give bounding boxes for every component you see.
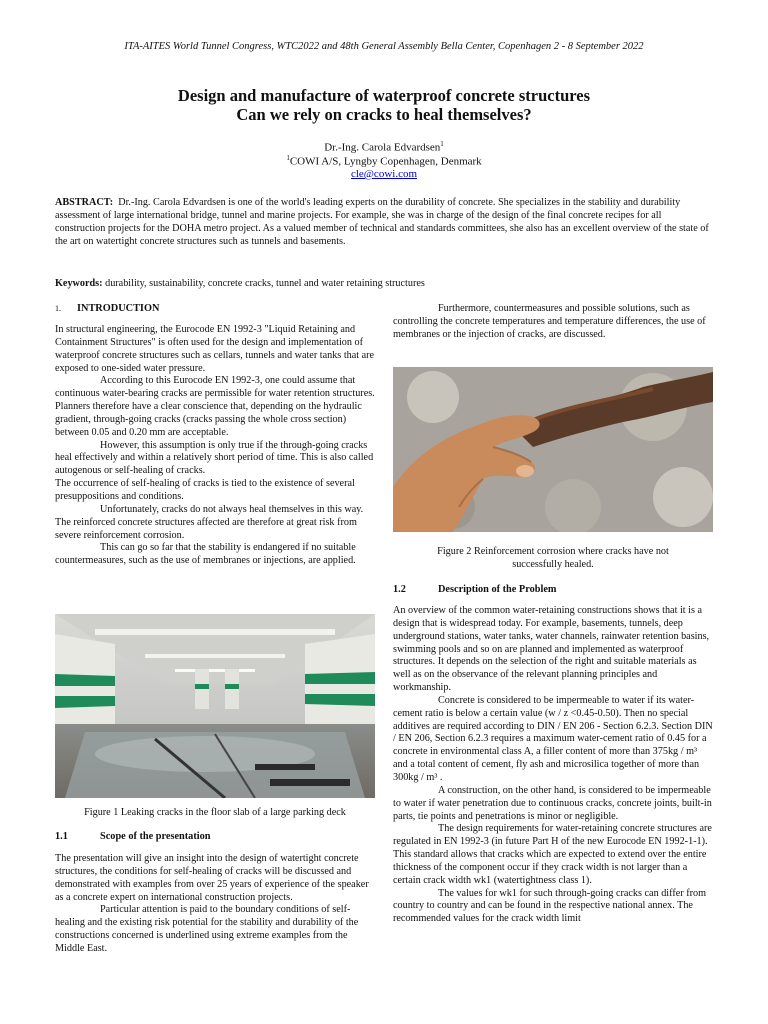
section-1-number: 1. <box>55 304 61 313</box>
figure-1-caption: Figure 1 Leaking cracks in the floor slab of a large parking deck <box>84 807 346 818</box>
paragraph: However, this assumption is only true if the through-going cracks heal effectively and within a relatively short period of time. This is also called autogenous or self-healing of cracks. <box>55 439 374 477</box>
paragraph: A construction, on the other hand, is considered to be impermeable to water if water penetration due to continuous cracks, concrete joints, built-in parts, tie points and penetrations is minor or negligible. <box>393 784 712 822</box>
section-1-2-heading <box>393 584 557 595</box>
figure-1-parking-deck-photo <box>55 614 375 798</box>
paper-title-line1: Design and manufacture of waterproof concrete structures <box>177 86 591 105</box>
author-line <box>0 140 768 154</box>
scope-text <box>55 853 375 956</box>
keywords-text: durability, sustainability, concrete cracks, tunnel and water retaining structures <box>105 278 425 289</box>
paragraph: Concrete is considered to be impermeable to water if its water-cement ratio is below a certain value (w / z <0.45-0.50). Then no special additives are required according to DIN / EN 206 - Section 6.2.3. Section DIN / EN 206, Section 6.2.3 requires a maximum water-cement ratio of 0.45 for a concrete in environmental class A, a filler content of more than 375kg / m³ and a total content of cement, fly ash and microsilica together of more than 300kg / m³ . <box>393 694 713 783</box>
paragraph: An overview of the common water-retaining constructions shows that it is a design that is widespread today. For example, basements, tunnels, deep underground stations, water tanks, water channels, rainwater retention basins, swimming pools and so on are planned and implemented as waterproof structures. It depends on the selection of the right and suitable materials as well as on the observance of the relevant planning principles and workmanship. <box>393 605 710 694</box>
problem-text <box>393 605 713 926</box>
section-1-2-number: 1.2 <box>393 584 406 595</box>
affiliation-sup: 1 <box>286 154 290 162</box>
paragraph: Particular attention is paid to the boundary conditions of self-healing and the existing risk potential for the stability and durability of the constructions concerned is underlined using extreme examples from the Middle East. <box>55 904 359 954</box>
author-sup: 1 <box>440 140 444 148</box>
section-1-heading <box>55 303 159 314</box>
paragraph: The values for wk1 for such through-going cracks can differ from country to country and can be found in the respective national annex. The recommended values for the crack width limit <box>393 887 706 925</box>
section-1-1-heading <box>55 831 211 842</box>
abstract <box>55 197 713 249</box>
paragraph: According to this Eurocode EN 1992-3, one could assume that continuous water-bearing cracks are permissible for water retention structures. Planners therefore have a clear conscience that, depending on the hydraulic gradient, through-going cracks (cracks passing the whole cross section) between 0.05 and 0.20 mm are acceptable. <box>55 375 375 438</box>
figure-2-caption-line2: successfully healed. <box>512 559 594 570</box>
author-name: Dr.-Ing. Carola Edvardsen <box>324 141 441 154</box>
figure-2-corrosion-photo <box>393 367 713 532</box>
author-email-link[interactable]: cle@cowi.com <box>350 168 418 180</box>
conference-header: ITA-AITES World Tunnel Congress, WTC2022 and 48th General Assembly Bella Center, Copenhagen 2 - 8 September 2022 <box>124 41 644 52</box>
figure-2-caption-line1: Figure 2 Reinforcement corrosion where cracks have not <box>437 546 669 557</box>
section-1-1-number: 1.1 <box>55 831 68 842</box>
keywords <box>55 278 713 289</box>
paragraph: The design requirements for water-retaining concrete structures are regulated in EN 1992-3 (in future Part H of the new Eurocode EN 1992-1-1). This standard allows that cracks which are expected to extend over the entire thickness of the component occur if they crack width is not larger than a certain crack width wk1 (watertightness class 1). <box>393 823 712 886</box>
figure-2-caption <box>393 545 713 571</box>
affiliation: COWI A/S, Lyngby Copenhagen, Denmark <box>289 155 482 168</box>
parking-deck-illustration <box>55 614 375 798</box>
intro-text <box>55 324 375 568</box>
section-1-title: INTRODUCTION <box>77 303 160 314</box>
paragraph: Unfortunately, cracks do not always heal themselves in this way. The reinforced concrete structures affected are therefore at great risk from severe reinforcement corrosion. <box>55 503 364 541</box>
email-line <box>0 168 768 180</box>
paragraph: In structural engineering, the Eurocode EN 1992-3 "Liquid Retaining and Containment Structures" is often used for the design and implementation of waterproof concrete structures such as cellars, tunnels and water tanks that are exposed to one-sided water pressure. <box>55 324 375 374</box>
corrosion-illustration <box>393 367 713 532</box>
paper-title-line2: Can we rely on cracks to heal themselves? <box>236 105 532 124</box>
paragraph: This can go so far that the stability is endangered if no suitable countermeasures, such as the use of membranes or injections, are applied. <box>55 542 356 567</box>
keywords-label: Keywords: <box>55 278 103 289</box>
section-1-1-title: Scope of the presentation <box>100 831 211 842</box>
abstract-label: ABSTRACT: <box>55 197 114 208</box>
abstract-text: Dr.-Ing. Carola Edvardsen is one of the world's leading experts on the durability of concrete. She specializes in the stability and durability assessment of large international bridge, tunnel and marine projects. For example, she was in charge of the design of the final concrete recipes for all construction projects for the DOHA metro project. As a valued member of technical and standards committees, she also has an excellent overview of the state of the art on watertight concrete structures such as tunnels and basements. <box>55 197 709 247</box>
section-1-2-title: Description of the Problem <box>438 584 557 595</box>
paragraph: The presentation will give an insight into the design of watertight concrete structures, the conditions for self-healing of cracks will be discussed and demonstrated with examples from over 25 years of experience of the speaker as a concrete expert on international construction projects. <box>55 853 369 903</box>
paragraph: The occurrence of self-healing of cracks is tied to the existence of several presuppositions and conditions. <box>55 478 355 502</box>
intro-continued: Furthermore, countermeasures and possible solutions, such as controlling the concrete temperatures and temperature differences, the use of membranes or the injection of cracks, are discussed. <box>393 303 706 340</box>
affiliation-line <box>0 154 768 168</box>
